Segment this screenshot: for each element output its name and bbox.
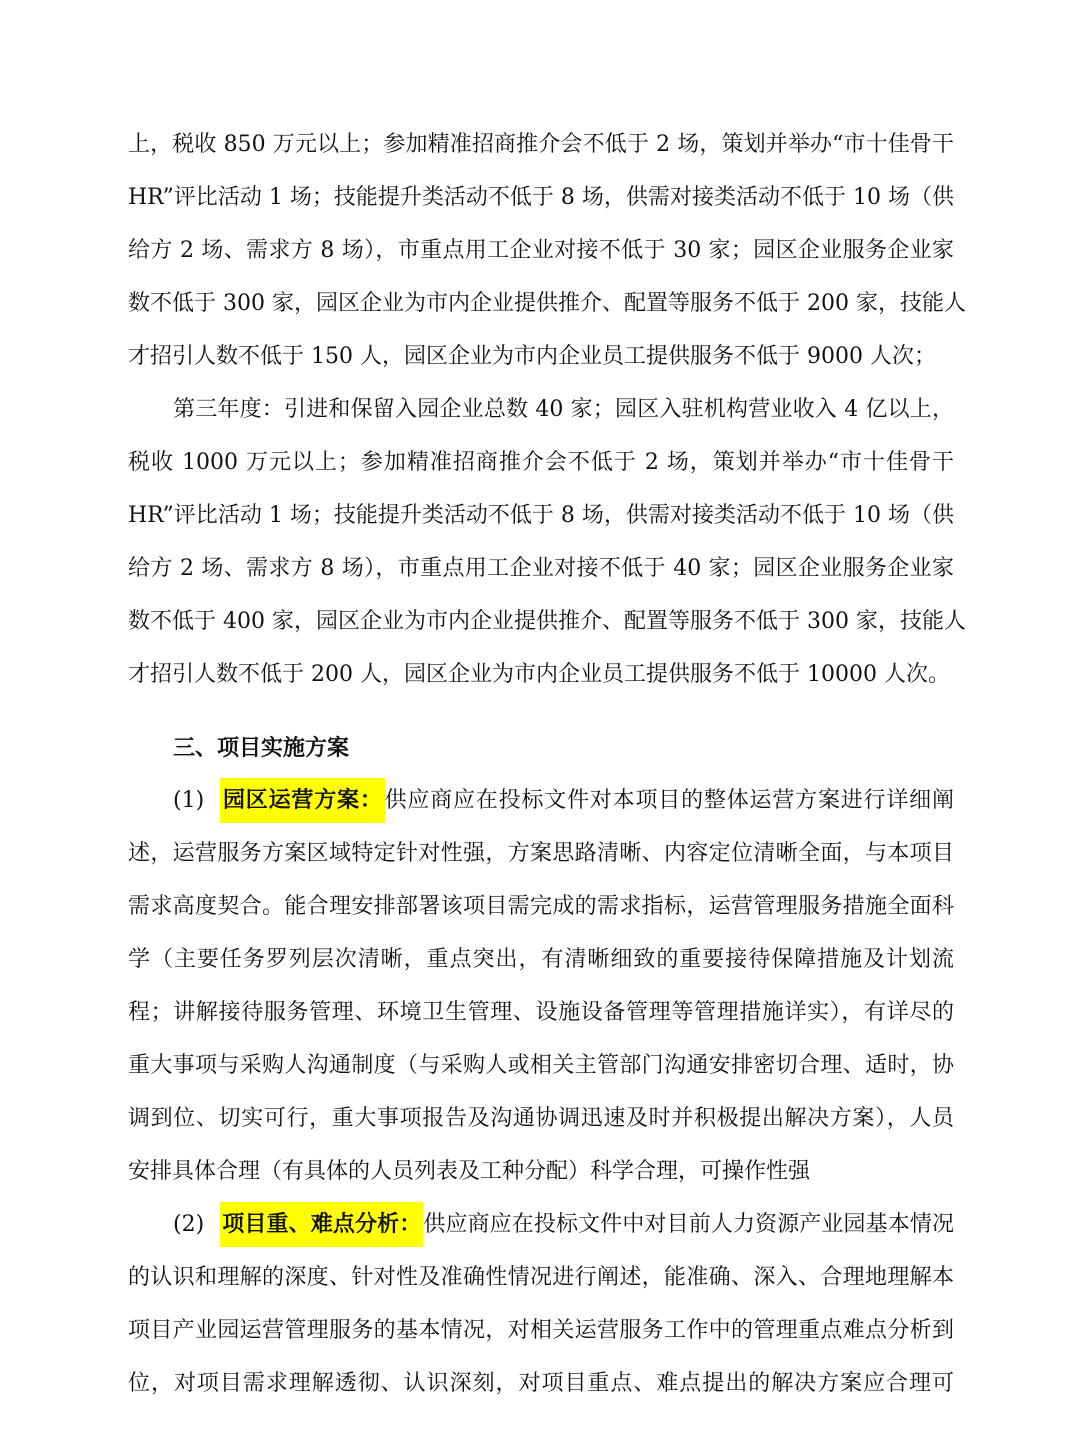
item-number: (1) bbox=[173, 788, 205, 813]
text-line: 学（主要任务罗列层次清晰，重点突出，有清晰细致的重要接待保障措施及计划流 bbox=[128, 947, 954, 972]
text-line: 给方 2 场、需求方 8 场），市重点用工企业对接不低于 40 家；园区企业服务企业家 bbox=[128, 556, 954, 581]
item-1-first-line bbox=[173, 785, 954, 817]
text-line: 数不低于 300 家，园区企业为市内企业提供推介、配置等服务不低于 200 家，技能人 bbox=[128, 291, 966, 316]
text-line: 项目产业园运营管理服务的基本情况，对相关运营服务工作中的管理重点难点分析到 bbox=[128, 1318, 954, 1343]
text-line: HR”评比活动 1 场；技能提升类活动不低于 8 场，供需对接类活动不低于 10 场（供 bbox=[128, 503, 954, 528]
text-line: 才招引人数不低于 200 人，园区企业为市内企业员工提供服务不低于 10000 人次。 bbox=[128, 662, 950, 687]
text-line: 税收 1000 万元以上；参加精准招商推介会不低于 2 场，策划并举办“市十佳骨干 bbox=[128, 450, 954, 475]
text-line: 程；讲解接待服务管理、环境卫生管理、设施设备管理等管理措施详实），有详尽的 bbox=[128, 1000, 954, 1025]
item-2-first-line bbox=[173, 1209, 954, 1241]
text-line: HR”评比活动 1 场；技能提升类活动不低于 8 场，供需对接类活动不低于 10 场（供 bbox=[128, 185, 954, 210]
item-number: (2) bbox=[173, 1212, 205, 1237]
item-text: 供应商应在投标文件对本项目的整体运营方案进行详细阐 bbox=[384, 788, 954, 813]
text-line: 才招引人数不低于 150 人，园区企业为市内企业员工提供服务不低于 9000 人次； bbox=[128, 344, 936, 369]
text-line: 数不低于 400 家，园区企业为市内企业提供推介、配置等服务不低于 300 家，技能人 bbox=[128, 609, 966, 634]
highlighted-item-title: 项目重、难点分析： bbox=[220, 1202, 423, 1247]
text-line: 安排具体合理（有具体的人员列表及工种分配）科学合理，可操作性强 bbox=[128, 1159, 811, 1184]
highlighted-item-title: 园区运营方案： bbox=[220, 778, 384, 823]
text-line: 位，对项目需求理解透彻、认识深刻，对项目重点、难点提出的解决方案应合理可 bbox=[128, 1371, 954, 1396]
text-line: 的认识和理解的深度、针对性及准确性情况进行阐述，能准确、深入、合理地理解本 bbox=[128, 1265, 954, 1290]
text-line: 重大事项与采购人沟通制度（与采购人或相关主管部门沟通安排密切合理、适时，协 bbox=[128, 1053, 954, 1078]
text-line: 给方 2 场、需求方 8 场），市重点用工企业对接不低于 30 家；园区企业服务企业家 bbox=[128, 238, 954, 263]
text-line: 第三年度：引进和保留入园企业总数 40 家；园区入驻机构营业收入 4 亿以上， bbox=[173, 397, 954, 422]
item-text: 供应商应在投标文件中对目前人力资源产业园基本情况 bbox=[423, 1212, 954, 1237]
section-heading: 三、项目实施方案 bbox=[173, 736, 350, 761]
text-line: 调到位、切实可行，重大事项报告及沟通协调迅速及时并积极提出解决方案），人员 bbox=[128, 1106, 954, 1131]
text-line: 述，运营服务方案区域特定针对性强，方案思路清晰、内容定位清晰全面，与本项目 bbox=[128, 841, 954, 866]
text-line: 需求高度契合。能合理安排部署该项目需完成的需求指标，运营管理服务措施全面科 bbox=[128, 894, 954, 919]
text-line: 上，税收 850 万元以上；参加精准招商推介会不低于 2 场，策划并举办“市十佳骨干 bbox=[128, 132, 954, 157]
